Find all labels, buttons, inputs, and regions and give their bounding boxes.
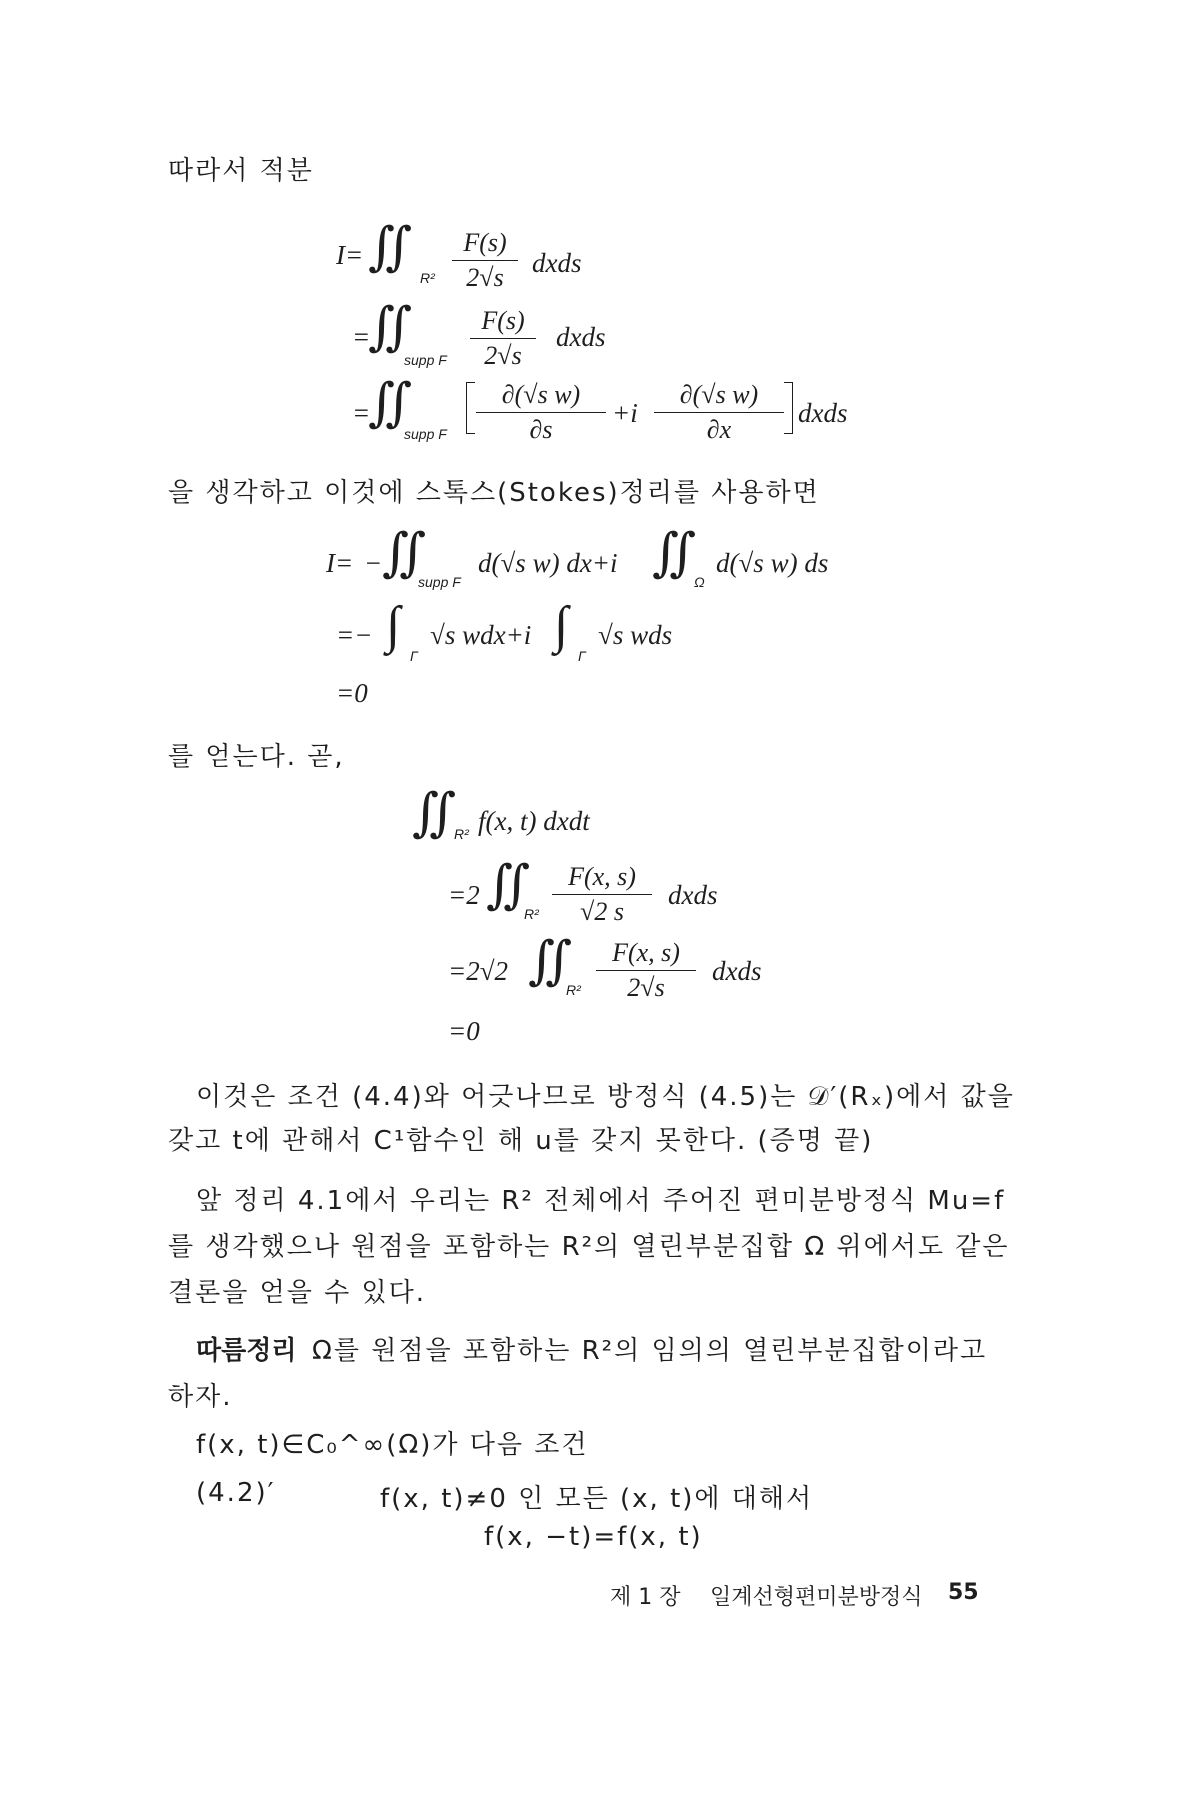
integral-domain: supp F [418,574,461,590]
integrand: √s wdx+i [430,620,532,650]
integrand: √s wds [598,620,673,650]
text-line: 을 생각하고 이것에 스톡스(Stokes)정리를 사용하면 [168,478,820,508]
numerator: F(x, s) [612,938,680,967]
text-line: f(x, t)∈C₀^∞(Ω)가 다음 조건 [196,1430,589,1460]
math-eq2sqrt2: =2√2 [448,956,509,986]
integrand: d(√s w) dx+i [478,548,618,578]
page-number: 55 [948,1580,979,1605]
integral-domain: Ω [694,574,705,590]
double-integral-sign: ∬ [382,525,427,582]
double-integral-sign: ∬ [412,785,457,842]
denominator: 2√s [466,263,504,292]
integral-domain: Γ [410,648,418,664]
footer-title: 일계선형편미분방정식 [710,1585,923,1610]
text-line: 따라서 적분 [168,156,314,186]
numerator: ∂(√s w) [679,380,759,409]
double-integral-sign: ∬ [528,933,573,990]
fraction [470,306,536,371]
text-line: 앞 정리 4.1에서 우리는 R² 전체에서 주어진 편미분방정식 Mu=f [196,1186,1006,1216]
double-integral-sign: ∬ [368,219,413,276]
differential: dxds [556,322,606,352]
footer-chapter: 제 1 장 [610,1585,681,1610]
minus: − [364,548,383,578]
text-line: 를 생각했으나 원점을 포함하는 R²의 열린부분집합 Ω 위에서도 같은 [168,1232,1010,1262]
differential: dxds [798,398,848,428]
integral-domain: R² [420,270,435,286]
numerator: F(s) [463,228,507,257]
math-eq: = [352,322,371,352]
text-line: f(x, −t)=f(x, t) [484,1522,703,1552]
equation-tag: (4.2)′ [196,1478,276,1508]
denominator: ∂s [529,415,553,444]
fraction [596,938,696,1003]
fraction-bar [470,338,536,339]
text-line: 결론을 얻을 수 있다. [168,1278,426,1308]
text-line: 하자. [168,1382,233,1412]
math-eq: = [352,398,371,428]
denominator: √2 s [580,897,624,926]
math-I-eq: I= [336,240,364,270]
numerator: ∂(√s w) [501,380,581,409]
integral-domain: supp F [404,352,447,368]
math-minus-eq: =− [336,620,373,650]
text-line: 이것은 조건 (4.4)와 어긋나므로 방정식 (4.5)는 𝒟′(Rₓ)에서 값을 [196,1082,1015,1112]
math-zero: =0 [336,678,368,708]
integral-sign: ∫ [554,597,569,654]
fraction [476,380,606,445]
plus-i: +i [612,398,638,428]
integral-sign: ∫ [386,597,401,654]
math-I-eq: I= [326,548,354,578]
denominator: ∂x [706,415,732,444]
fraction [552,862,652,927]
numerator: F(s) [481,306,525,335]
integral-domain: R² [524,906,539,922]
fraction [654,380,784,445]
text-line: Ω를 원점을 포함하는 R²의 임의의 열린부분집합이라고 [312,1336,988,1366]
double-integral-sign: ∬ [652,525,697,582]
fraction-bar [452,260,518,261]
left-bracket [466,382,475,434]
differential: dxds [712,956,762,986]
integrand: d(√s w) ds [716,548,829,578]
denominator: 2√s [484,341,522,370]
double-integral-sign: ∬ [368,375,413,432]
math-eq2: =2 [448,880,480,910]
differential: dxds [668,880,718,910]
double-integral-sign: ∬ [368,299,413,356]
numerator: F(x, s) [568,862,636,891]
math-zero: =0 [448,1016,480,1046]
integral-domain: R² [454,826,469,842]
integrand: f(x, t) dxdt [478,806,590,836]
right-bracket [784,382,793,434]
corollary-label: 따름정리 [196,1336,297,1366]
integral-domain: R² [566,982,581,998]
fraction-bar [552,894,652,895]
fraction-bar [596,970,696,971]
text-line: 를 얻는다. 곧, [168,742,345,772]
fraction-bar [654,412,784,413]
integral-domain: supp F [404,426,447,442]
double-integral-sign: ∬ [486,857,531,914]
text-line: f(x, t)≠0 인 모든 (x, t)에 대해서 [380,1484,814,1514]
integral-domain: Γ [578,648,586,664]
text-line: 갖고 t에 관해서 C¹함수인 해 u를 갖지 못한다. (증명 끝) [168,1126,874,1156]
fraction-bar [476,412,606,413]
fraction [452,228,518,293]
differential: dxds [532,248,582,278]
denominator: 2√s [627,973,665,1002]
